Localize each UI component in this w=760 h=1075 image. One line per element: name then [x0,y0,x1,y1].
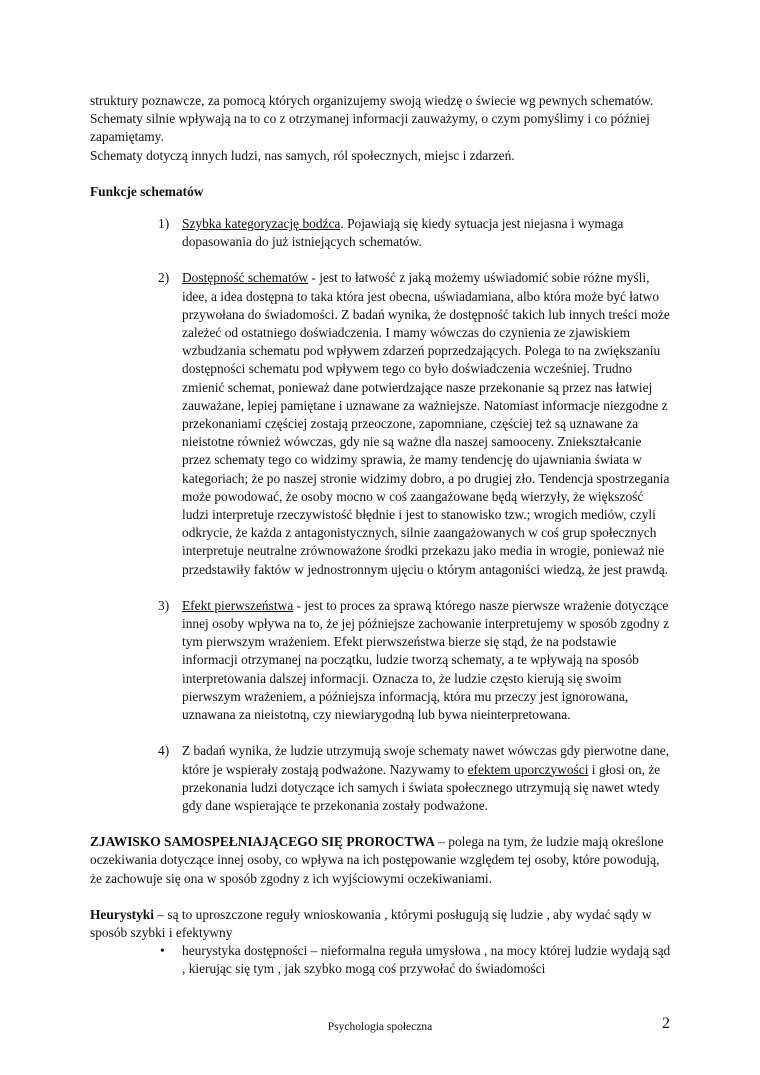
list-term: Efekt pierwszeństwa [182,597,294,613]
page-number: 2 [662,1015,670,1032]
heuristics-term: Heurystyki [90,906,154,922]
list-number: 3) [158,597,170,613]
list-item [90,269,672,578]
prophecy-paragraph [90,833,672,888]
prophecy-text: – polega na tym, że ludzie mają określone oczekiwania dotyczące innej osoby, co wpływa na ich postępowanie względem tej osoby, które powodują, że zachowuje się ona w sposób zgodny z ich wyjściowymi oczekiwaniami. [90,834,664,886]
heuristics-paragraph [90,906,672,942]
bullet-dot-icon: • [160,943,165,959]
list-item [90,215,672,251]
list-text: - jest to proces za sprawą którego nasze pierwsze wrażenie dotyczące innej osoby wpływa na to, że jej późniejsze zachowanie interpretujemy w sposób zgodny z tym pierwszym wrażeniem. Efekt pierwszeństwa bierze się stąd, że na podstawie informacji otrzymanej na początku, ludzie tworzą schematy, a te wpływają na sposób interpretowania dalszej informacji. Oznacza to, że ludzie często kierują się swoim pierwszym wrażeniem, a późniejsza informacją, która mu przeczy jest ignorowana, uznawana za nieistotną, czy niewiarygodną lub bywa nieinterpretowana. [182,597,670,723]
list-text: Z badań wynika, że ludzie utrzymują swoje schematy nawet wówczas gdy pierwotne dane, które je wspierały zostają podważone. Nazywamy to [182,743,670,777]
bullet-item [90,942,672,978]
bullet-text: heurystyka dostępności – nieformalna reguła umysłowa , na mocy której ludzie wydają sąd , kierując się tym , jak szybko mogą coś przywołać do świadomości [182,943,671,977]
footer-title: Psychologia społeczna [327,1021,433,1033]
list-term: efektem uporczywości [467,761,589,777]
prophecy-term: ZJAWISKO SAMOSPEŁNIAJĄCEGO SIĘ PROROCTWA [90,834,435,850]
intro-text-2: Schematy dotyczą innych ludzi, nas samych, ról społecznych, miejsc i zdarzeń. [90,147,515,163]
list-number: 2) [158,270,170,286]
list-text: i głosi on, że przekonania ludzi dotyczące ich samych i świata społecznego utrzymują się nawet wtedy gdy dane wspierające te przekonania zostały podważone. [182,761,661,813]
list-text: - jest to łatwość z jaką możemy uświadomić sobie różne myśli, idee, a idea dostępna to taka która jest obecna, uświadamiana, albo która może być łatwo przywołana do świadomości. Z badań wynika, że dostępność takich lub innych treści może zależeć od ostatniego doświadczenia. I mamy wówczas do czynienia ze zjawiskiem wzbudzania schematu pod wpływem zdarzeń poprzedzających. Polega to na zwiększaniu dostępności schematu pod wpływem tego co było doświadczenia wcześniej. Trudno zmienić schemat, ponieważ dane potwierdzające nasze przekonanie są przez nas łatwiej zauważane, lepiej pamiętane i uznawane za ważniejsze. Natomiast informacje niezgodne z przekonaniami częściej zostają przeoczone, zapomniane, częściej też są uznawane za nieistotne również wówczas, gdy nie są ważne dla naszej samooceny. Zniekształcanie przez schematy tego co widzimy sprawia, że mamy tendencję do ujawniania świata w kategoriach; że po naszej stronie widzimy dobro, a po drugiej zło. Tendencja spostrzegania może powodować, że osoby mocno w coś zaangażowane będą wierzyły, że większość ludzi interpretuje rzeczywistość błędnie i jest to stanowisko tzw.; wrogich mediów, czyli odkrycie, że każda z antagonistycznych, silnie zaangażowanych w coś grup społecznych interpretuje neutralne zrównoważone środki przekazu jako media in wrogie, ponieważ nie przedstawiły faktów w jednostronnym ujęciu o którym antagoniści wiedzą, że jest prawdą. [182,270,670,577]
list-term: Szybka kategoryzację bodźca [182,216,341,232]
document-body [90,92,672,979]
list-number: 4) [158,743,170,759]
list-item [90,742,672,815]
list-term: Dostępność schematów [182,270,309,286]
intro-text: struktury poznawcze, za pomocą których organizujemy swoją wiedzę o świecie wg pewnych schematów. Schematy silnie wpływają na to co z otrzymanej informacji zauważymy, o czym pomyślimy i co później zapamiętamy. [90,93,654,145]
section-heading: Funkcje schematów [90,183,204,199]
list-item [90,597,672,724]
list-text: . Pojawiają się kiedy sytuacja jest niejasna i wymaga dopasowania do już istniejących schematów. [182,216,624,250]
heuristics-text: – są to uproszczone reguły wnioskowania , którymi posługują się ludzie , aby wydać sądy w sposób szybki i efektywny [90,906,652,940]
intro-paragraph [90,92,672,165]
list-number: 1) [158,216,170,232]
